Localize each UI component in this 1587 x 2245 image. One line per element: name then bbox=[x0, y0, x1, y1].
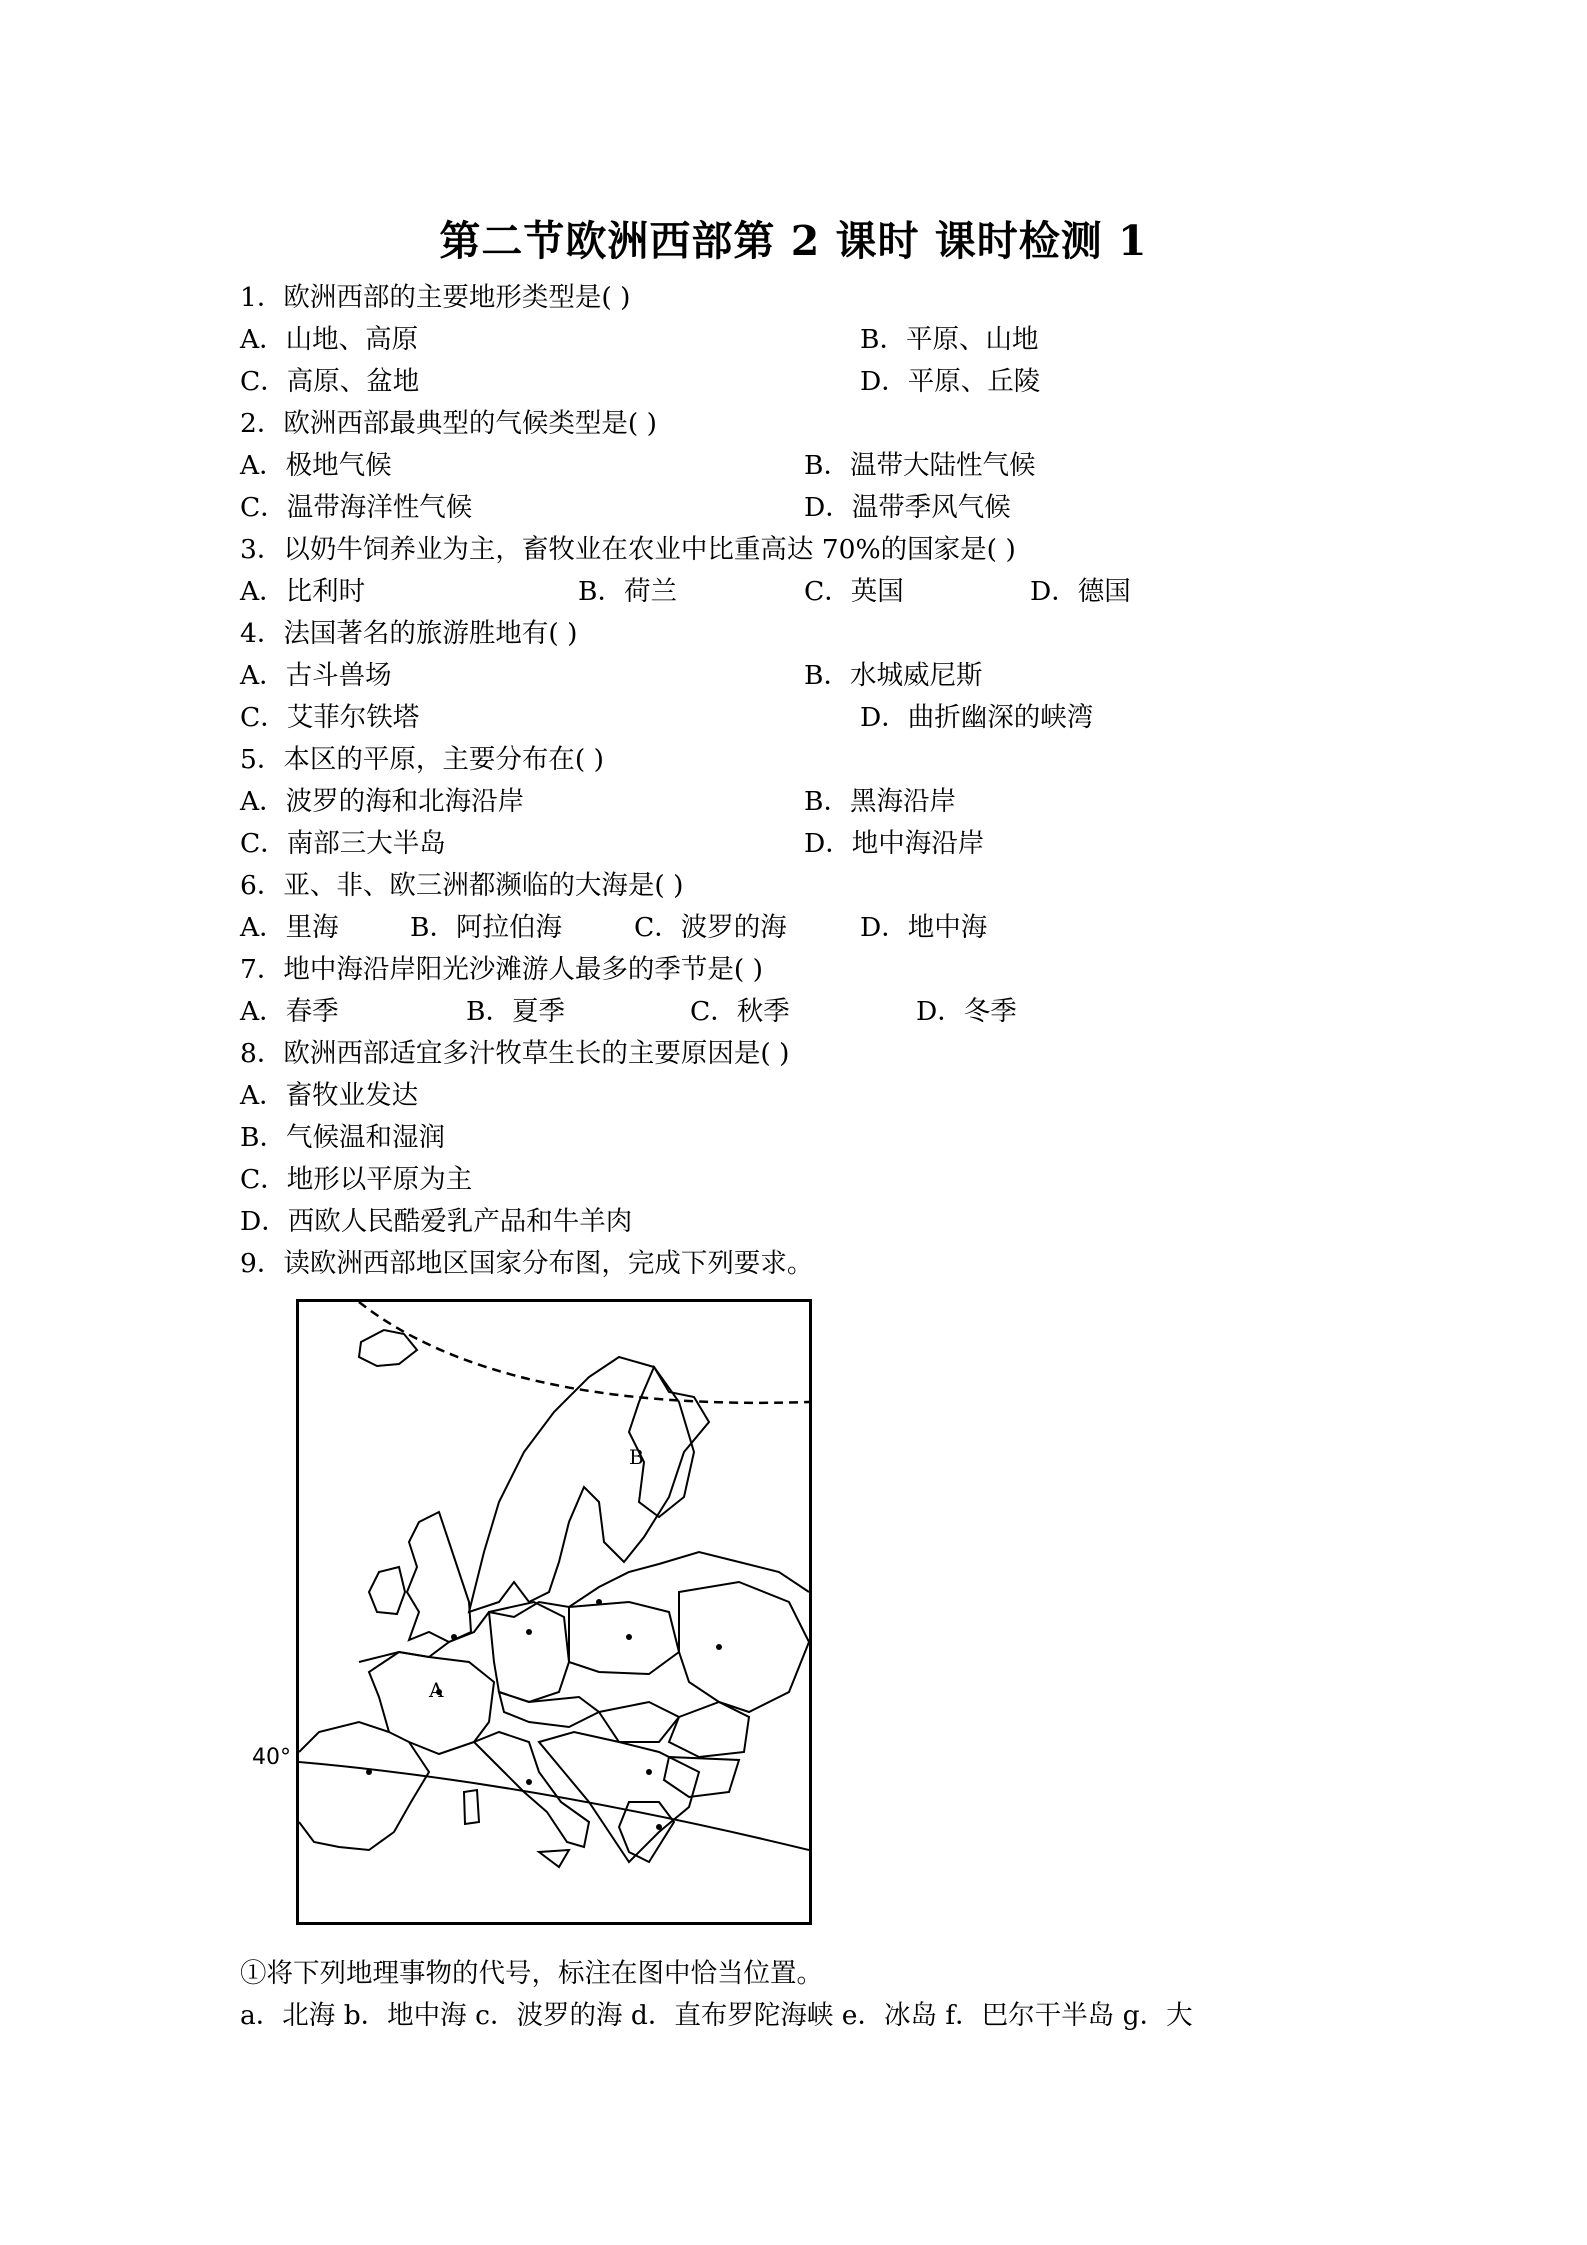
option: A．波罗的海和北海沿岸 bbox=[240, 786, 525, 817]
option: A．古斗兽场 bbox=[240, 660, 392, 691]
items-line: a．北海 b．地中海 c．波罗的海 d．直布罗陀海峡 e．冰岛 f．巴尔干半岛 g．大 bbox=[240, 2000, 1193, 2031]
iceland-outline bbox=[359, 1330, 417, 1366]
britain-outline bbox=[407, 1512, 471, 1642]
europe-map bbox=[296, 1299, 812, 1925]
option: C．艾菲尔铁塔 bbox=[240, 702, 420, 733]
bulgaria-outline bbox=[664, 1757, 739, 1797]
option: D．西欧人民酷爱乳产品和牛羊肉 bbox=[240, 1206, 633, 1237]
option: D．温带季风气候 bbox=[804, 492, 1011, 523]
option: B．平原、山地 bbox=[860, 324, 1039, 355]
map-label-a: A bbox=[429, 1678, 444, 1702]
sardinia-outline bbox=[464, 1790, 479, 1824]
option: C．温带海洋性气候 bbox=[240, 492, 473, 523]
option: D．德国 bbox=[1030, 576, 1131, 607]
option: C．南部三大半岛 bbox=[240, 828, 446, 859]
option: D．曲折幽深的峡湾 bbox=[860, 702, 1094, 733]
sicily-outline bbox=[539, 1850, 569, 1867]
question-stem: 7．地中海沿岸阳光沙滩游人最多的季节是( ) bbox=[240, 954, 763, 985]
option: C．秋季 bbox=[690, 996, 790, 1027]
option: B．黑海沿岸 bbox=[804, 786, 956, 817]
option: A．极地气候 bbox=[240, 450, 392, 481]
option: C．波罗的海 bbox=[634, 912, 787, 943]
continent-outline bbox=[359, 1552, 809, 1662]
east-europe-outline bbox=[679, 1582, 809, 1712]
page-title: 第二节欧洲西部第 2 课时 课时检测 1 bbox=[439, 217, 1148, 265]
option: D．平原、丘陵 bbox=[860, 366, 1041, 397]
option: B．气候温和湿润 bbox=[240, 1122, 445, 1153]
option: C．英国 bbox=[804, 576, 904, 607]
romania-outline bbox=[669, 1702, 749, 1757]
option: B．阿拉伯海 bbox=[410, 912, 562, 943]
arctic-circle-line bbox=[359, 1302, 809, 1403]
question-stem: 1．欧洲西部的主要地形类型是( ) bbox=[240, 282, 631, 313]
latitude-label: 40° bbox=[252, 1745, 291, 1770]
greece-outline bbox=[619, 1802, 674, 1862]
option: B．荷兰 bbox=[578, 576, 677, 607]
hungary-outline bbox=[599, 1702, 679, 1742]
option: B．夏季 bbox=[466, 996, 565, 1027]
option: C．地形以平原为主 bbox=[240, 1164, 473, 1195]
option: B．水城威尼斯 bbox=[804, 660, 983, 691]
latitude-40-line bbox=[299, 1762, 809, 1850]
option: A．春季 bbox=[240, 996, 339, 1027]
option: C．高原、盆地 bbox=[240, 366, 420, 397]
option: D．地中海沿岸 bbox=[804, 828, 985, 859]
question-stem: 8．欧洲西部适宜多汁牧草生长的主要原因是( ) bbox=[240, 1038, 790, 1069]
france-outline bbox=[369, 1652, 494, 1754]
map-label-b: B bbox=[629, 1445, 644, 1469]
germany-outline bbox=[489, 1602, 569, 1702]
austria-outline bbox=[499, 1692, 599, 1727]
option: A．畜牧业发达 bbox=[240, 1080, 419, 1111]
option: D．地中海 bbox=[860, 912, 988, 943]
europe-map-drawing bbox=[299, 1302, 809, 1922]
question-stem: 4．法国著名的旅游胜地有( ) bbox=[240, 618, 578, 649]
option: D．冬季 bbox=[916, 996, 1017, 1027]
question-stem: 3．以奶牛饲养业为主，畜牧业在农业中比重高达 70%的国家是( ) bbox=[240, 534, 1016, 565]
ireland-outline bbox=[369, 1567, 405, 1614]
sub-instruction: ①将下列地理事物的代号，标注在图中恰当位置。 bbox=[240, 1958, 823, 1989]
option: A．山地、高原 bbox=[240, 324, 419, 355]
option: A．里海 bbox=[240, 912, 339, 943]
question-stem: 5．本区的平原，主要分布在( ) bbox=[240, 744, 604, 775]
finland-outline bbox=[629, 1367, 694, 1517]
italy-outline bbox=[474, 1732, 589, 1847]
option: A．比利时 bbox=[240, 576, 366, 607]
question-stem: 9．读欧洲西部地区国家分布图，完成下列要求。 bbox=[240, 1248, 814, 1279]
question-stem: 6．亚、非、欧三洲都濒临的大海是( ) bbox=[240, 870, 684, 901]
poland-outline bbox=[569, 1602, 679, 1674]
question-stem: 2．欧洲西部最典型的气候类型是( ) bbox=[240, 408, 657, 439]
option: B．温带大陆性气候 bbox=[804, 450, 1036, 481]
